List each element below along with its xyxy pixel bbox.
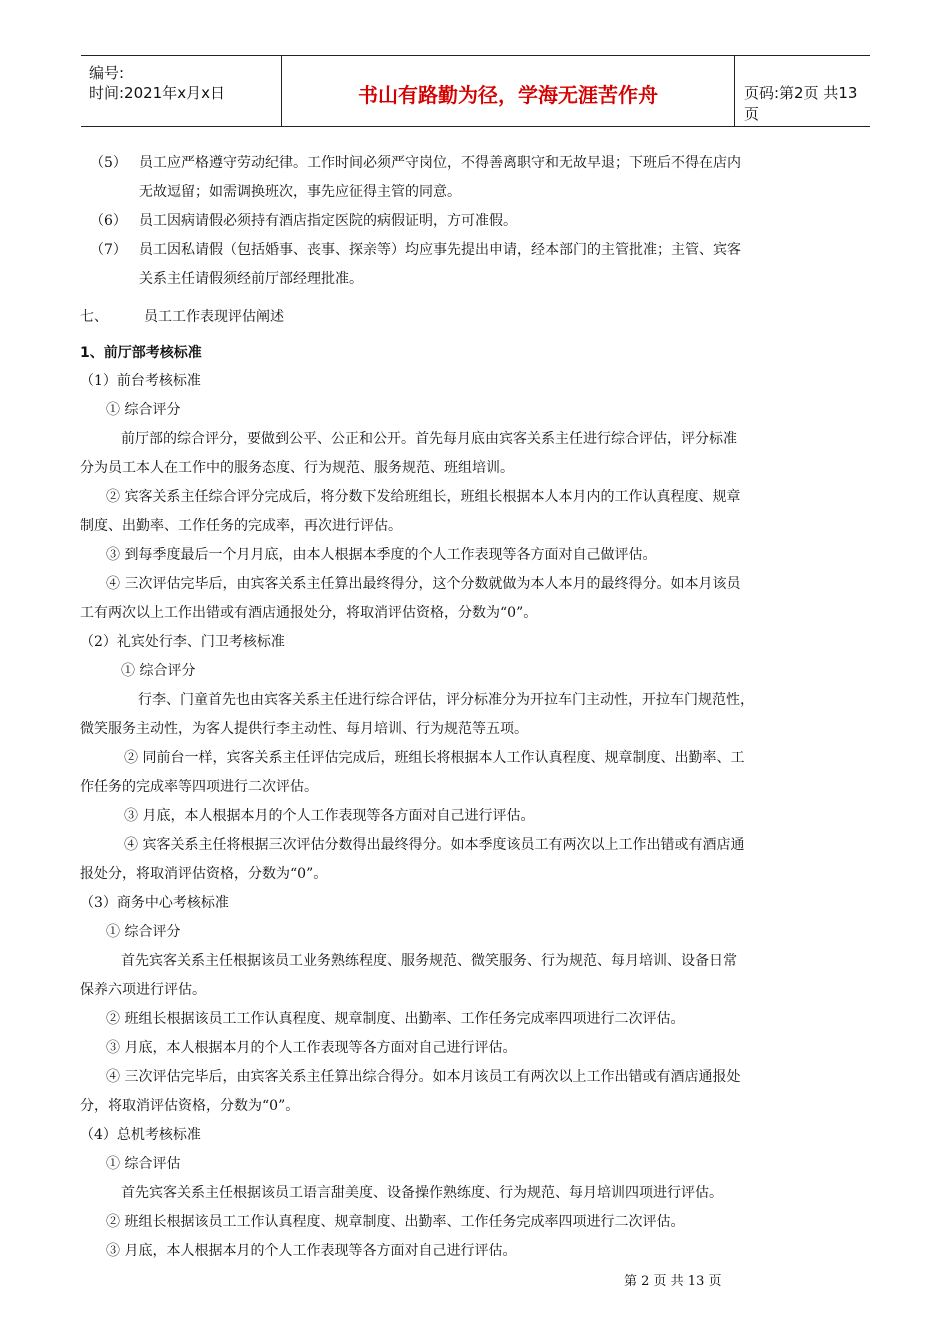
paragraph-line: 工有两次以上工作出错或有酒店通报处分，将取消评估资格，分数为“0”。: [80, 605, 538, 621]
subsection-heading: （1）前台考核标准: [80, 373, 201, 389]
motto-text: 书山有路勤为径，学海无涯苦作舟: [358, 83, 658, 107]
paragraph-line: ③ 月底，本人根据本月的个人工作表现等各方面对自己进行评估。: [106, 1243, 517, 1259]
paragraph-line: ① 综合评分: [121, 663, 196, 679]
paragraph-line: 分为员工本人在工作中的服务态度、行为规范、服务规范、班组培训。: [80, 460, 514, 476]
header-motto-cell: [281, 56, 735, 126]
subsection-title: 1、前厅部考核标准: [80, 345, 202, 361]
paragraph-line: 首先宾客关系主任根据该员工业务熟练程度、服务规范、微笑服务、行为规范、每月培训、设备日常: [121, 953, 737, 969]
paragraph-line: 作任务的完成率等四项进行二次评估。: [80, 779, 318, 795]
page-footer: 第 2 页 共 13 页: [624, 1274, 722, 1289]
list-item: （6） 员工因病请假必须持有酒店指定医院的病假证明，方可准假。: [90, 213, 517, 229]
paragraph-line: 前厅部的综合评分，要做到公平、公正和公开。首先每月底由宾客关系主任进行综合评估，评分标准: [121, 431, 737, 447]
page-code: 页码:第2页 共13页: [744, 84, 858, 123]
paragraph-line: ② 同前台一样，宾客关系主任评估完成后，班组长将根据本人工作认真程度、规章制度、出勤率、工: [124, 750, 745, 766]
paragraph-line: ③ 月底，本人根据本月的个人工作表现等各方面对自己进行评估。: [124, 808, 535, 824]
paragraph-line: 微笑服务主动性，为客人提供行李主动性、每月培训、行为规范等五项。: [80, 721, 528, 737]
document-body: [80, 149, 880, 1266]
subsection-heading: （3）商务中心考核标准: [80, 895, 229, 911]
paragraph-line: 保养六项进行评估。: [80, 982, 206, 998]
section-heading: 七、 员工工作表现评估阐述: [80, 309, 284, 325]
paragraph-line: ② 班组长根据该员工工作认真程度、规章制度、出勤率、工作任务完成率四项进行二次评估。: [106, 1214, 685, 1230]
paragraph-line: 报处分，将取消评估资格，分数为“0”。: [80, 866, 328, 882]
paragraph-line: ② 班组长根据该员工工作认真程度、规章制度、出勤率、工作任务完成率四项进行二次评估。: [106, 1011, 685, 1027]
list-item: （7） 员工因私请假（包括婚事、丧事、探亲等）均应事先提出申请，经本部门的主管批准；主管、宾客: [90, 242, 741, 258]
paragraph-line: ② 宾客关系主任综合评分完成后，将分数下发给班组长，班组长根据本人本月内的工作认真程度、规章: [106, 489, 741, 505]
paragraph-line: ③ 月底，本人根据本月的个人工作表现等各方面对自己进行评估。: [106, 1040, 517, 1056]
time-label: 时间:2021年x月x日: [89, 84, 225, 102]
subsection-heading: （4）总机考核标准: [80, 1127, 201, 1143]
header-right-cell: [734, 56, 870, 126]
subsection-heading: （2）礼宾处行李、门卫考核标准: [80, 634, 285, 650]
code-label: 编号:: [89, 64, 125, 82]
paragraph-line: 分，将取消评估资格，分数为“0”。: [80, 1098, 300, 1114]
paragraph-line: ① 综合评估: [106, 1156, 181, 1172]
paragraph-line: 制度、出勤率、工作任务的完成率，再次进行评估。: [80, 518, 402, 534]
header-left-cell: [81, 56, 281, 126]
paragraph-line: ③ 到每季度最后一个月月底，由本人根据本季度的个人工作表现等各方面对自己做评估。: [106, 547, 657, 563]
paragraph-line: ① 综合评分: [106, 924, 181, 940]
paragraph-line: ④ 三次评估完毕后，由宾客关系主任算出综合得分。如本月该员工有两次以上工作出错或有酒店通报处: [106, 1069, 741, 1085]
paragraph-line: 首先宾客关系主任根据该员工语言甜美度、设备操作熟练度、行为规范、每月培训四项进行评估。: [121, 1185, 723, 1201]
paragraph-line: 行李、门童首先也由宾客关系主任进行综合评估，评分标准分为开拉车门主动性，开拉车门规范性，: [138, 692, 754, 708]
list-item: （5） 员工应严格遵守劳动纪律。工作时间必须严守岗位，不得善离职守和无故早退；下班后不得在店内: [90, 155, 741, 171]
document-header: [81, 55, 870, 127]
list-item-continued: 无故逗留；如需调换班次，事先应征得主管的同意。: [139, 184, 461, 200]
paragraph-line: ④ 三次评估完毕后，由宾客关系主任算出最终得分，这个分数就做为本人本月的最终得分。如本月该员: [106, 576, 741, 592]
paragraph-line: ④ 宾客关系主任将根据三次评估分数得出最终得分。如本季度该员工有两次以上工作出错或有酒店通: [124, 837, 745, 853]
paragraph-line: ① 综合评分: [106, 402, 181, 418]
list-item-continued: 关系主任请假须经前厅部经理批准。: [139, 271, 363, 287]
